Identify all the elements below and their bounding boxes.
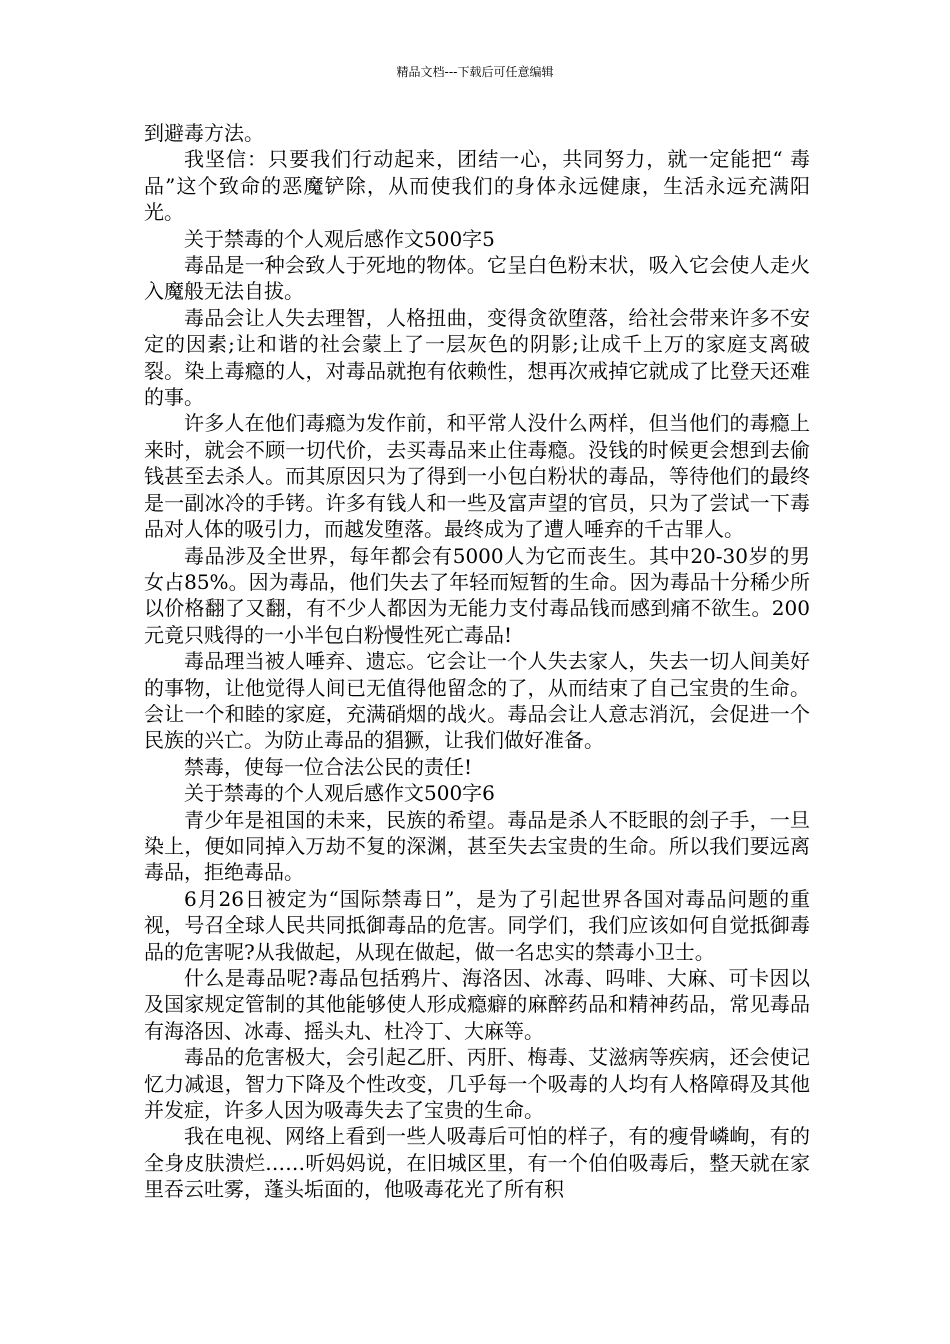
paragraph: 6月26日被定为“国际禁毒日”，是为了引起世界各国对毒品问题的重视，号召全球人民共同抵御毒品的危害。同学们，我们应该如何自觉抵御毒品的危害呢?从我做起，从现在做起，做一名忠实的禁毒小卫士。 bbox=[144, 886, 810, 964]
section-title: 关于禁毒的个人观后感作文500字5 bbox=[184, 226, 495, 251]
paragraph: 毒品理当被人唾弃、遗忘。它会让一个人失去家人，失去一切人间美好的事物，让他觉得人间已无值得他留念的了，从而结束了自己宝贵的生命。会让一个和睦的家庭，充满硝烟的战火。毒品会让人意志消沉，会促进一个民族的兴亡。为防止毒品的猖獗，让我们做好准备。 bbox=[144, 649, 810, 753]
paragraph: 青少年是祖国的未来，民族的希望。毒品是杀人不眨眼的刽子手，一旦染上，便如同掉入万劫不复的深渊，甚至失去宝贵的生命。所以我们要远离毒品，拒绝毒品。 bbox=[144, 807, 810, 885]
section-title: 关于禁毒的个人观后感作文500字6 bbox=[184, 781, 495, 806]
paragraph: 我坚信：只要我们行动起来，团结一心，共同努力，就一定能把“ 毒品”这个致命的恶魔铲除，从而使我们的身体永远健康，生活永远充满阳光。 bbox=[144, 147, 810, 225]
paragraph: 我在电视、网络上看到一些人吸毒后可怕的样子，有的瘦骨嶙峋，有的全身皮肤溃烂……听妈妈说，在旧城区里，有一个伯伯吸毒后，整天就在家里吞云吐雾，蓬头垢面的，他吸毒花光了所有积 bbox=[144, 1124, 810, 1202]
paragraph: 毒品涉及全世界，每年都会有5000人为它而丧生。其中20-30岁的男女占85%。因为毒品，他们失去了年轻而短暂的生命。因为毒品十分稀少所以价格翻了又翻，有不少人都因为无能力支付毒品钱而感到痛不欲生。200元竟只贱得的一小半包白粉慢性死亡毒品! bbox=[144, 543, 810, 647]
document-body bbox=[144, 120, 810, 1203]
paragraph: 毒品的危害极大，会引起乙肝、丙肝、梅毒、艾滋病等疾病，还会使记忆力减退，智力下降及个性改变，几乎每一个吸毒的人均有人格障碍及其他并发症，许多人因为吸毒失去了宝贵的生命。 bbox=[144, 1045, 810, 1123]
paragraph: 许多人在他们毒瘾为发作前，和平常人没什么两样，但当他们的毒瘾上来时，就会不顾一切代价，去买毒品来止住毒瘾。没钱的时候更会想到去偷钱甚至去杀人。而其原因只为了得到一小包白粉状的毒品，等待他们的最终是一副冰冷的手铐。许多有钱人和一些及富声望的官员，只为了尝试一下毒品对人体的吸引力，而越发堕落。最终成为了遭人唾弃的千古罪人。 bbox=[144, 411, 810, 542]
paragraph: 禁毒，使每一位合法公民的责任! bbox=[184, 754, 473, 779]
paragraph: 到避毒方法。 bbox=[144, 121, 264, 145]
paragraph: 什么是毒品呢?毒品包括鸦片、海洛因、冰毒、吗啡、大麻、可卡因以及国家规定管制的其他能够使人形成瘾癖的麻醉药品和精神药品，常见毒品有海洛因、冰毒、摇头丸、杜冷丁、大麻等。 bbox=[144, 966, 810, 1043]
paragraph: 毒品会让人失去理智，人格扭曲，变得贪欲堕落，给社会带来许多不安定的因素;让和谐的社会蒙上了一层灰色的阴影;让成千上万的家庭支离破裂。染上毒瘾的人，对毒品就抱有依赖性，想再次戒掉它就成了比登天还难的事。 bbox=[144, 305, 810, 410]
page-header: 精品文档---下载后可任意编辑 bbox=[396, 65, 554, 79]
paragraph: 毒品是一种会致人于死地的物体。它呈白色粉末状，吸入它会使人走火入魔般无法自拔。 bbox=[144, 253, 810, 304]
